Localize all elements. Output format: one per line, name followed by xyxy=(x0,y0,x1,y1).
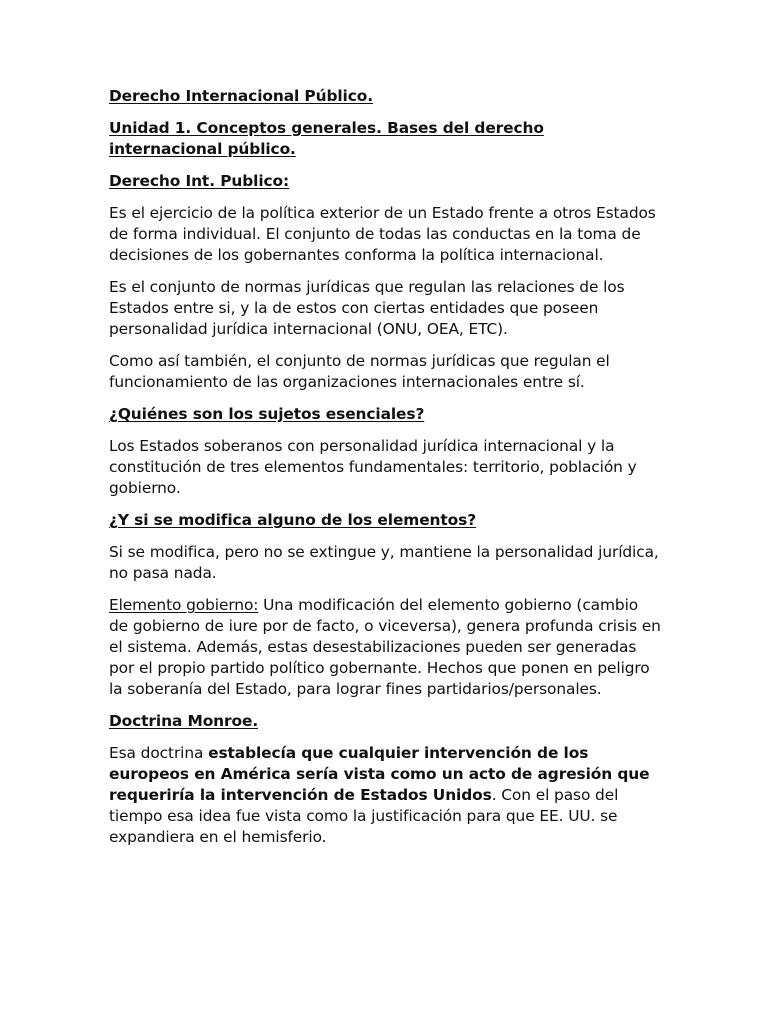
section-heading-derecho-int-publico: Derecho Int. Publico: xyxy=(109,172,290,190)
elemento-gobierno-text: Una modificación del elemento gobierno (cambio de gobierno de iure por de facto, o viceversa), genera profunda crisis en el sistema. Además, estas desestabilizaciones pueden ser generadas por el propio partido político gobernante. Hechos que ponen en peligro la soberanía del Estado, para lograr fines partidarios/personales. xyxy=(109,596,661,698)
paragraph-definition-3: Como así también, el conjunto de normas jurídicas que regulan el funcionamiento de las organizaciones internacionales entre sí. xyxy=(109,352,610,391)
monroe-text-bold: establecía que cualquier intervención de los europeos en América sería vista como un acto de agresión que requeriría la intervención de Estados Unidos xyxy=(109,744,650,804)
paragraph-sujetos: Los Estados soberanos con personalidad jurídica internacional y la constitución de tres elementos fundamentales: territorio, población y gobierno. xyxy=(109,437,637,497)
paragraph-definition-2: Es el conjunto de normas jurídicas que regulan las relaciones de los Estados entre si, y la de estos con ciertas entidades que poseen personalidad jurídica internacional (ONU, OEA, ETC). xyxy=(109,278,625,338)
document-body xyxy=(109,86,661,859)
paragraph-definition-1: Es el ejercicio de la política exterior de un Estado frente a otros Estados de forma individual. El conjunto de todas las conductas en la toma de decisiones de los gobernantes conforma la política internacional. xyxy=(109,204,656,264)
paragraph-modificacion: Si se modifica, pero no se extingue y, mantiene la personalidad jurídica, no pasa nada. xyxy=(109,543,659,582)
unit-heading: Unidad 1. Conceptos generales. Bases del derecho internacional público. xyxy=(109,119,544,158)
section-heading-modificacion: ¿Y si se modifica alguno de los elementos? xyxy=(109,511,477,529)
section-heading-sujetos: ¿Quiénes son los sujetos esenciales? xyxy=(109,405,425,423)
paragraph-elemento-gobierno xyxy=(109,595,661,700)
monroe-text-start: Esa doctrina xyxy=(109,744,209,762)
elemento-gobierno-label: Elemento gobierno: xyxy=(109,596,259,614)
monroe-text-end: . Con el paso del tiempo esa idea fue vista como la justificación para que EE. UU. se expandiera en el hemisferio. xyxy=(109,786,619,846)
document-title: Derecho Internacional Público. xyxy=(109,87,373,105)
section-heading-doctrina-monroe: Doctrina Monroe. xyxy=(109,712,259,730)
paragraph-doctrina-monroe xyxy=(109,743,661,848)
